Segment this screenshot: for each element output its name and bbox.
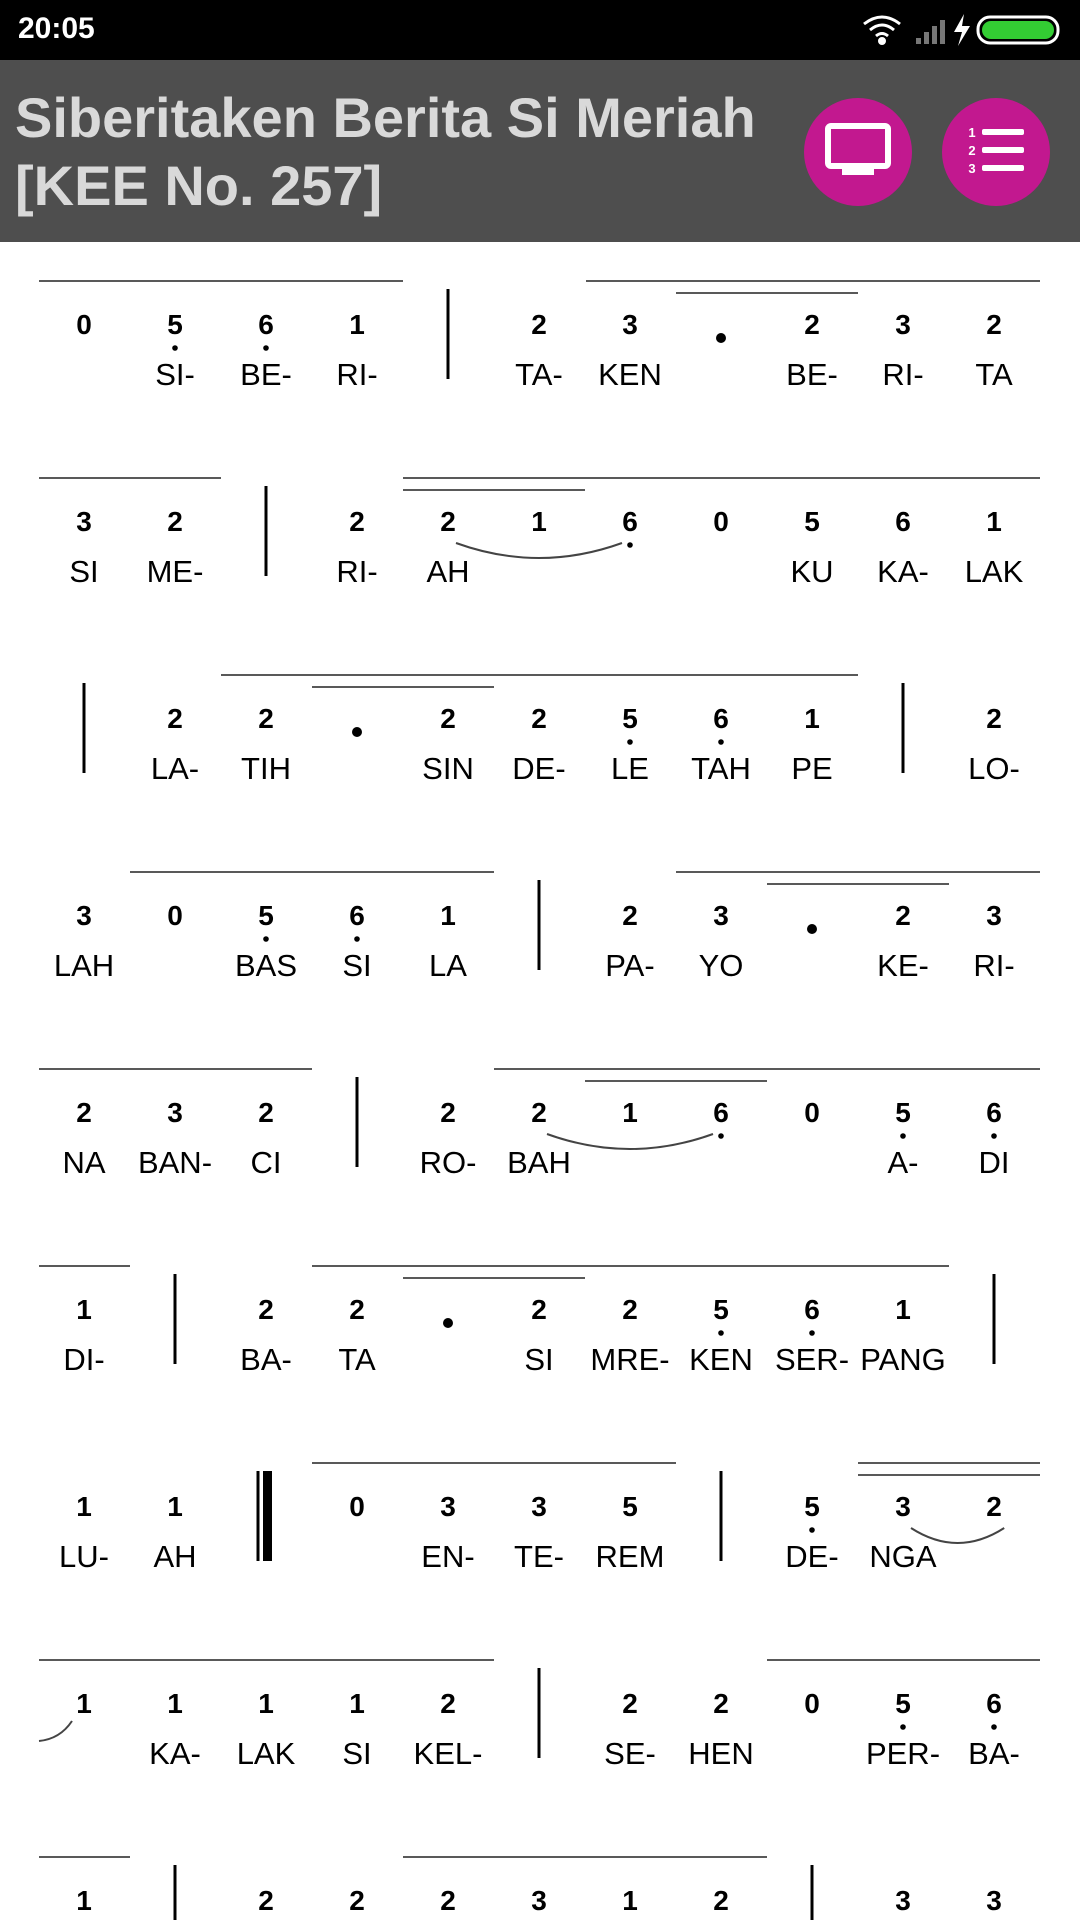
lyric-syllable: BAH — [507, 1145, 571, 1180]
note-number: 1 — [76, 1491, 92, 1522]
status-icons — [856, 12, 1066, 48]
lyric-syllable: DE- — [512, 751, 566, 786]
final-barline-thick — [263, 1471, 272, 1561]
note-number: 0 — [349, 1491, 365, 1522]
note-number: 5 — [622, 703, 638, 734]
note-number: 3 — [986, 900, 1002, 931]
lyric-syllable: TIH — [241, 751, 291, 786]
note-number: 6 — [713, 703, 729, 734]
note-number: 2 — [713, 1688, 729, 1719]
lyric-syllable: KA- — [877, 554, 929, 589]
dot-note — [807, 924, 817, 934]
song-title — [15, 84, 775, 220]
lyric-syllable: SE- — [604, 1736, 656, 1771]
octave-dot — [991, 1724, 997, 1730]
note-number: 6 — [986, 1097, 1002, 1128]
lyric-syllable: TE- — [514, 1539, 564, 1574]
lyric-syllable: ME- — [146, 554, 204, 589]
lyric-syllable: DI- — [63, 1342, 105, 1377]
lyric-syllable: RI- — [336, 357, 378, 392]
octave-dot — [900, 1724, 906, 1730]
note-number: 1 — [258, 1688, 274, 1719]
battery-icon — [978, 17, 1058, 43]
note-number: 1 — [895, 1294, 911, 1325]
note-number: 2 — [895, 900, 911, 931]
lyric-syllable: RO- — [419, 1145, 477, 1180]
lyric-syllable: LA — [429, 948, 467, 983]
note-number: 3 — [713, 900, 729, 931]
note-number: 1 — [349, 309, 365, 340]
lyric-syllable: SI- — [155, 357, 195, 392]
note-number: 2 — [440, 1097, 456, 1128]
note-number: 3 — [895, 309, 911, 340]
note-number: 3 — [531, 1491, 547, 1522]
song-score — [0, 242, 1080, 1920]
dot-note — [443, 1318, 453, 1328]
lyric-syllable: RI- — [336, 554, 378, 589]
note-number: 3 — [440, 1491, 456, 1522]
note-number: 0 — [76, 309, 92, 340]
song-title-line1: Siberitaken Berita Si Meriah — [15, 86, 756, 149]
numbered-list-icon — [942, 98, 1050, 206]
lyric-syllable: AH — [426, 554, 470, 589]
note-number: 2 — [258, 1097, 274, 1128]
note-number: 2 — [258, 1294, 274, 1325]
note-number: 5 — [895, 1097, 911, 1128]
lyric-syllable: MRE- — [590, 1342, 670, 1377]
lyric-syllable: NGA — [869, 1539, 937, 1574]
lyric-syllable: SI — [69, 554, 99, 589]
note-number: 2 — [440, 1885, 456, 1916]
octave-dot — [718, 739, 724, 745]
note-number: 0 — [804, 1688, 820, 1719]
status-time: 20:05 — [18, 12, 95, 45]
note-number: 3 — [167, 1097, 183, 1128]
note-number: 5 — [167, 309, 183, 340]
note-number: 3 — [76, 900, 92, 931]
note-number: 6 — [258, 309, 274, 340]
note-number: 5 — [713, 1294, 729, 1325]
lyric-syllable: LU- — [59, 1539, 109, 1574]
note-number: 5 — [258, 900, 274, 931]
note-number: 1 — [167, 1491, 183, 1522]
note-number: 1 — [622, 1885, 638, 1916]
note-number: 2 — [622, 1688, 638, 1719]
dot-note — [352, 727, 362, 737]
lyric-syllable: BAN- — [137, 1145, 213, 1180]
note-number: 2 — [531, 703, 547, 734]
lyric-syllable: SI — [342, 1736, 372, 1771]
note-number: 1 — [349, 1688, 365, 1719]
note-number: 3 — [76, 506, 92, 537]
note-number: 3 — [622, 309, 638, 340]
note-number: 1 — [531, 506, 547, 537]
note-number: 2 — [440, 506, 456, 537]
svg-text:1: 1 — [968, 125, 976, 140]
lyric-syllable: REM — [595, 1539, 665, 1574]
note-number: 2 — [349, 1885, 365, 1916]
octave-dot — [809, 1330, 815, 1336]
note-number: 2 — [76, 1097, 92, 1128]
octave-dot — [991, 1133, 997, 1139]
number-list-button[interactable] — [942, 98, 1050, 206]
note-number: 0 — [713, 506, 729, 537]
lyric-syllable: KA- — [149, 1736, 201, 1771]
lyric-syllable: NA — [62, 1145, 106, 1180]
lyric-syllable: TAH — [691, 751, 751, 786]
note-number: 2 — [440, 703, 456, 734]
note-number: 2 — [531, 309, 547, 340]
note-number: 2 — [804, 309, 820, 340]
octave-dot — [172, 345, 178, 351]
note-number: 2 — [986, 703, 1002, 734]
lyric-syllable: LAK — [236, 1736, 296, 1771]
slur — [456, 543, 622, 558]
octave-dot — [627, 542, 633, 548]
lyric-syllable: KEN — [689, 1342, 753, 1377]
lyric-syllable: DI — [978, 1145, 1010, 1180]
note-number: 6 — [713, 1097, 729, 1128]
note-number: 2 — [531, 1097, 547, 1128]
lyric-syllable: SER- — [774, 1342, 850, 1377]
lyric-syllable: KE- — [877, 948, 929, 983]
lyric-syllable: AH — [153, 1539, 197, 1574]
lyric-syllable: LAK — [964, 554, 1024, 589]
octave-dot — [900, 1133, 906, 1139]
note-number: 5 — [804, 506, 820, 537]
lyric-syllable: BA- — [968, 1736, 1020, 1771]
lyric-syllable: TA — [338, 1342, 376, 1377]
note-number: 6 — [622, 506, 638, 537]
lyric-syllable: PE — [791, 751, 833, 786]
lyric-syllable: BAS — [234, 948, 298, 983]
status-bar — [0, 0, 1080, 60]
note-number: 3 — [986, 1885, 1002, 1916]
notation-canvas — [0, 242, 1080, 1920]
note-number: 2 — [167, 506, 183, 537]
note-number: 0 — [167, 900, 183, 931]
octave-dot — [263, 936, 269, 942]
note-number: 6 — [349, 900, 365, 931]
note-number: 1 — [986, 506, 1002, 537]
octave-dot — [809, 1527, 815, 1533]
note-number: 6 — [986, 1688, 1002, 1719]
note-number: 2 — [258, 703, 274, 734]
note-number: 5 — [622, 1491, 638, 1522]
note-number: 3 — [531, 1885, 547, 1916]
song-number: [KEE No. 257] — [15, 154, 383, 217]
lyric-syllable: CI — [250, 1145, 282, 1180]
lyric-syllable: KEL- — [413, 1736, 483, 1771]
slur — [547, 1134, 713, 1149]
note-number: 1 — [440, 900, 456, 931]
monitor-icon — [804, 98, 912, 206]
note-number: 2 — [622, 1294, 638, 1325]
lyric-syllable: A- — [887, 1145, 919, 1180]
note-number: 6 — [895, 506, 911, 537]
note-number: 1 — [76, 1885, 92, 1916]
note-number: 1 — [622, 1097, 638, 1128]
octave-dot — [718, 1133, 724, 1139]
lyric-syllable: TA — [975, 357, 1013, 392]
note-number: 2 — [258, 1885, 274, 1916]
lyric-syllable: RI- — [973, 948, 1015, 983]
note-number: 3 — [895, 1885, 911, 1916]
lyric-syllable: PANG — [860, 1342, 946, 1377]
note-number: 2 — [986, 1491, 1002, 1522]
lyric-syllable: KU — [790, 554, 834, 589]
note-number: 2 — [167, 703, 183, 734]
note-number: 2 — [349, 1294, 365, 1325]
octave-dot — [263, 345, 269, 351]
note-number: 5 — [895, 1688, 911, 1719]
octave-dot — [627, 739, 633, 745]
lyric-syllable: YO — [698, 948, 744, 983]
lyric-syllable: TA- — [515, 357, 563, 392]
svg-text:3: 3 — [968, 161, 976, 176]
note-number: 2 — [531, 1294, 547, 1325]
lyric-syllable: LO- — [968, 751, 1020, 786]
lyric-syllable: BA- — [240, 1342, 292, 1377]
octave-dot — [718, 1330, 724, 1336]
note-number: 2 — [622, 900, 638, 931]
note-number: 2 — [349, 506, 365, 537]
note-number: 1 — [167, 1688, 183, 1719]
projector-button[interactable] — [804, 98, 912, 206]
lyric-syllable: SIN — [422, 751, 474, 786]
note-number: 6 — [804, 1294, 820, 1325]
app-bar — [0, 60, 1080, 242]
octave-dot — [354, 936, 360, 942]
note-number: 1 — [76, 1688, 92, 1719]
note-number: 1 — [76, 1294, 92, 1325]
lyric-syllable: RI- — [882, 357, 924, 392]
lyric-syllable: SI — [524, 1342, 554, 1377]
lyric-syllable: HEN — [688, 1736, 754, 1771]
lyric-syllable: LA- — [150, 751, 200, 786]
lyric-syllable: LE — [611, 751, 649, 786]
signal-icon — [916, 20, 945, 44]
svg-text:2: 2 — [968, 143, 976, 158]
note-number: 5 — [804, 1491, 820, 1522]
note-row-group — [54, 289, 1024, 1920]
lyric-syllable: PER- — [865, 1736, 941, 1771]
lyric-syllable: EN- — [421, 1539, 475, 1574]
lyric-syllable: DE- — [785, 1539, 839, 1574]
lyric-syllable: BE- — [786, 357, 838, 392]
lyric-syllable: SI — [342, 948, 372, 983]
lyric-syllable: BE- — [240, 357, 292, 392]
note-number: 2 — [986, 309, 1002, 340]
dot-note — [716, 333, 726, 343]
wifi-icon — [864, 17, 900, 44]
note-number: 1 — [804, 703, 820, 734]
note-number: 2 — [440, 1688, 456, 1719]
note-number: 3 — [895, 1491, 911, 1522]
slur — [39, 1721, 72, 1741]
note-number: 2 — [713, 1885, 729, 1916]
lyric-syllable: PA- — [605, 948, 655, 983]
lyric-syllable: KEN — [598, 357, 662, 392]
charging-icon — [954, 14, 970, 46]
note-number: 0 — [804, 1097, 820, 1128]
lyric-syllable: LAH — [53, 948, 115, 983]
